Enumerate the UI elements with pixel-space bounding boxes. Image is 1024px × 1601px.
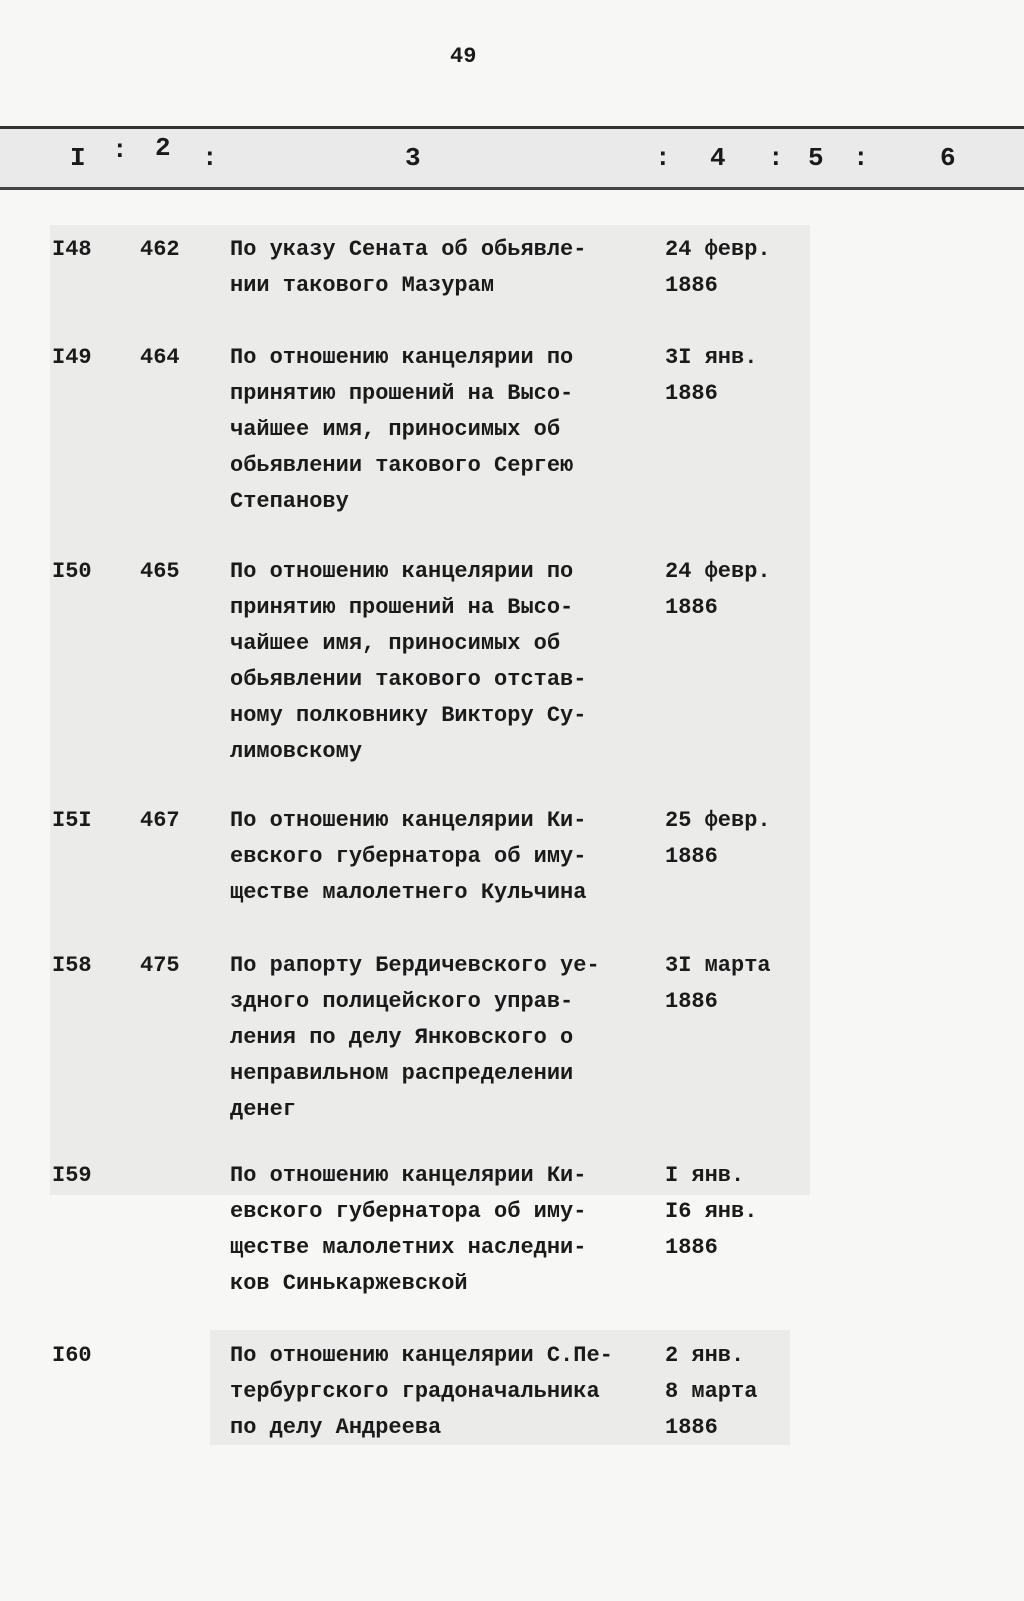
col-header-1: I: [70, 143, 86, 173]
record-description: [230, 1158, 660, 1302]
description-line: ков Синькаржевской: [230, 1271, 468, 1296]
date-line: 25 февр.: [665, 808, 771, 833]
date-line: 1886: [665, 989, 718, 1014]
sheet-number: 462: [140, 237, 180, 262]
sheet-number: 475: [140, 953, 180, 978]
col-sep: :: [655, 143, 671, 173]
description-line: обьявлении такового отстав-: [230, 667, 587, 692]
description-line: принятию прошений на Высо-: [230, 381, 574, 406]
record-date: [665, 340, 757, 412]
col-sep: :: [112, 135, 128, 165]
description-line: лимовскому: [230, 739, 363, 764]
description-line: По отношению канцелярии Ки-: [230, 808, 587, 833]
description-line: По рапорту Бердичевского уе-: [230, 953, 600, 978]
description-line: По отношению канцелярии по: [230, 345, 574, 370]
record-date: [665, 1158, 757, 1266]
record-description: [230, 554, 660, 770]
description-line: неправильном распределении: [230, 1061, 574, 1086]
date-line: 1886: [665, 381, 718, 406]
date-line: 1886: [665, 273, 718, 298]
description-line: евского губернатора об иму-: [230, 1199, 587, 1224]
description-line: евского губернатора об иму-: [230, 844, 587, 869]
column-header: [0, 126, 1024, 190]
record-number: I59: [52, 1163, 92, 1188]
record-date: [665, 803, 771, 875]
sheet-number: 465: [140, 559, 180, 584]
record-number: I50: [52, 559, 92, 584]
record-description: [230, 948, 660, 1128]
record-number: I5I: [52, 808, 92, 833]
date-line: 2 янв.: [665, 1343, 745, 1368]
date-line: 3I янв.: [665, 345, 758, 370]
col-header-3: 3: [405, 143, 421, 173]
description-line: По указу Сената об обьявле-: [230, 237, 587, 262]
record-number: I49: [52, 345, 92, 370]
description-line: денег: [230, 1097, 297, 1122]
date-line: 1886: [665, 844, 718, 869]
description-line: По отношению канцелярии по: [230, 559, 574, 584]
description-line: по делу Андреева: [230, 1415, 442, 1440]
record-description: [230, 1338, 660, 1446]
description-line: Степанову: [230, 489, 349, 514]
description-line: нии такового Мазурам: [230, 273, 495, 298]
col-header-5: 5: [808, 143, 824, 173]
record-date: [665, 948, 771, 1020]
record-number: I60: [52, 1343, 92, 1368]
description-line: обьявлении такового Сергею: [230, 453, 574, 478]
date-line: I6 янв.: [665, 1199, 758, 1224]
sheet-number: 467: [140, 808, 180, 833]
date-line: 24 февр.: [665, 559, 771, 584]
description-line: ществе малолетнего Кульчина: [230, 880, 587, 905]
page-number: 49: [450, 44, 477, 69]
col-sep: :: [768, 143, 784, 173]
description-line: По отношению канцелярии С.Пе-: [230, 1343, 613, 1368]
col-header-2: 2: [155, 133, 171, 163]
sheet-number: 464: [140, 345, 180, 370]
record-description: [230, 803, 660, 911]
record-number: I58: [52, 953, 92, 978]
record-date: [665, 554, 771, 626]
record-date: [665, 1338, 757, 1446]
record-date: [665, 232, 771, 304]
date-line: 8 марта: [665, 1379, 758, 1404]
date-line: 24 февр.: [665, 237, 771, 262]
col-sep: :: [853, 143, 869, 173]
record-description: [230, 232, 660, 304]
date-line: I янв.: [665, 1163, 745, 1188]
description-line: ществе малолетних наследни-: [230, 1235, 587, 1260]
date-line: 1886: [665, 1235, 718, 1260]
description-line: чайшее имя, приносимых об: [230, 631, 561, 656]
description-line: принятию прошений на Высо-: [230, 595, 574, 620]
description-line: ления по делу Янковского о: [230, 1025, 574, 1050]
description-line: ному полковнику Виктору Су-: [230, 703, 587, 728]
date-line: 1886: [665, 595, 718, 620]
col-header-4: 4: [710, 143, 726, 173]
record-number: I48: [52, 237, 92, 262]
description-line: тербургского градоначальника: [230, 1379, 600, 1404]
description-line: чайшее имя, приносимых об: [230, 417, 561, 442]
date-line: 1886: [665, 1415, 718, 1440]
description-line: здного полицейского управ-: [230, 989, 574, 1014]
date-line: 3I марта: [665, 953, 771, 978]
col-header-6: 6: [940, 143, 956, 173]
description-line: По отношению канцелярии Ки-: [230, 1163, 587, 1188]
record-description: [230, 340, 660, 520]
col-sep: :: [202, 143, 218, 173]
